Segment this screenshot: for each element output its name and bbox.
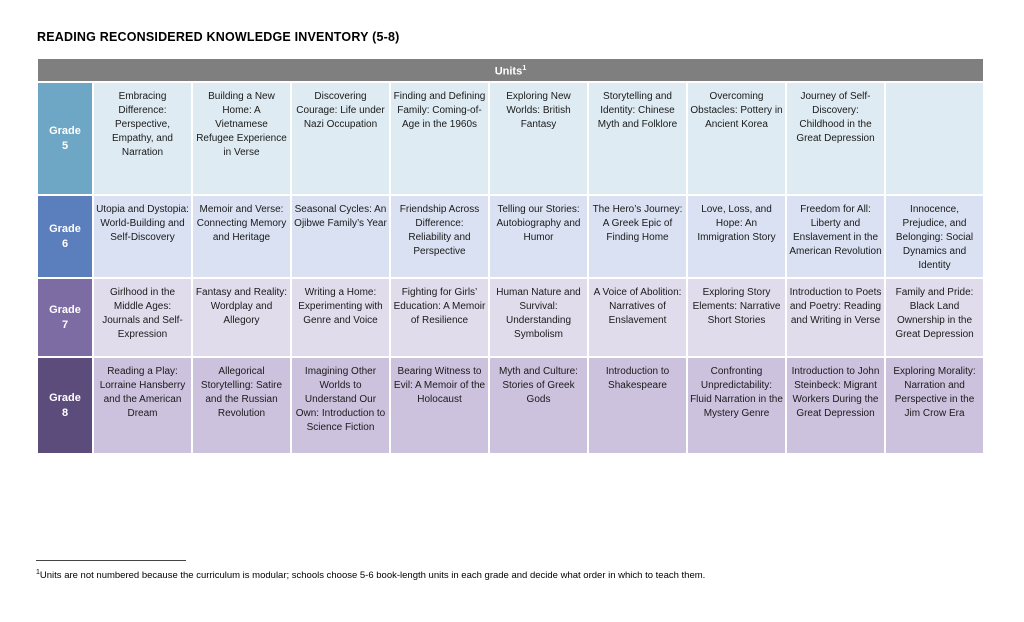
unit-cell: Freedom for All: Liberty and Enslavement in the American Revolution	[787, 196, 884, 277]
grade-label: Grade 7	[38, 279, 92, 356]
unit-cell: Telling our Stories: Autobiography and Humor	[490, 196, 587, 277]
unit-cell: Memoir and Verse: Connecting Memory and Heritage	[193, 196, 290, 277]
unit-cell: Overcoming Obstacles: Pottery in Ancient Korea	[688, 83, 785, 194]
unit-cell: Exploring Story Elements: Narrative Short Stories	[688, 279, 785, 356]
grade-row-grade-5	[38, 83, 983, 194]
unit-cell: Innocence, Prejudice, and Belonging: Social Dynamics and Identity	[886, 196, 983, 277]
unit-cell: Journey of Self-Discovery: Childhood in the Great Depression	[787, 83, 884, 194]
units-header-row	[38, 59, 983, 81]
unit-cell: Introduction to Poets and Poetry: Reading and Writing in Verse	[787, 279, 884, 356]
unit-cell: Embracing Difference: Perspective, Empathy, and Narration	[94, 83, 191, 194]
unit-cell: Fantasy and Reality: Wordplay and Allegory	[193, 279, 290, 356]
unit-cell: Fighting for Girls’ Education: A Memoir of Resilience	[391, 279, 488, 356]
footnote-body: Units are not numbered because the curriculum is modular; schools choose 5-6 book-length units in each grade and decide what order in which to teach them.	[39, 570, 706, 582]
units-table-body	[38, 83, 983, 453]
unit-cell: Friendship Across Difference: Reliability and Perspective	[391, 196, 488, 277]
grade-label: Grade 6	[38, 196, 92, 277]
footnote-marker: 1	[36, 569, 40, 576]
unit-cell: Love, Loss, and Hope: An Immigration Story	[688, 196, 785, 277]
unit-cell: Writing a Home: Experimenting with Genre and Voice	[292, 279, 389, 356]
page-title: READING RECONSIDERED KNOWLEDGE INVENTORY (5-8)	[37, 30, 400, 44]
unit-cell: Exploring New Worlds: British Fantasy	[490, 83, 587, 194]
unit-cell: Discovering Courage: Life under Nazi Occupation	[292, 83, 389, 194]
unit-cell: Utopia and Dystopia: World-Building and Self-Discovery	[94, 196, 191, 277]
unit-cell: Family and Pride: Black Land Ownership in the Great Depression	[886, 279, 983, 356]
grade-row-grade-7	[38, 279, 983, 356]
unit-cell: Reading a Play: Lorraine Hansberry and the American Dream	[94, 358, 191, 453]
unit-cell: A Voice of Abolition: Narratives of Enslavement	[589, 279, 686, 356]
footnote-text	[36, 567, 986, 582]
units-header-footnote-marker: 1	[522, 62, 527, 72]
unit-cell-empty	[886, 83, 983, 194]
footnote-block	[36, 560, 986, 582]
unit-cell: Storytelling and Identity: Chinese Myth and Folklore	[589, 83, 686, 194]
grade-row-grade-8	[38, 358, 983, 453]
units-header-label: Units	[494, 65, 523, 78]
unit-cell: Introduction to Shakespeare	[589, 358, 686, 453]
unit-cell: Allegorical Storytelling: Satire and the Russian Revolution	[193, 358, 290, 453]
grade-label: Grade 5	[38, 83, 92, 194]
unit-cell: Building a New Home: A Vietnamese Refugee Experience in Verse	[193, 83, 290, 194]
unit-cell: Imagining Other Worlds to Understand Our Own: Introduction to Science Fiction	[292, 358, 389, 453]
units-header-cell	[38, 59, 983, 81]
unit-cell: Confronting Unpredictability: Fluid Narration in the Mystery Genre	[688, 358, 785, 453]
unit-cell: Introduction to John Steinbeck: Migrant Workers During the Great Depression	[787, 358, 884, 453]
unit-cell: Human Nature and Survival: Understanding Symbolism	[490, 279, 587, 356]
unit-cell: Finding and Defining Family: Coming-of-Age in the 1960s	[391, 83, 488, 194]
unit-cell: Seasonal Cycles: An Ojibwe Family’s Year	[292, 196, 389, 277]
grade-row-grade-6	[38, 196, 983, 277]
grade-label: Grade 8	[38, 358, 92, 453]
knowledge-inventory-table	[36, 57, 985, 455]
unit-cell: The Hero’s Journey: A Greek Epic of Finding Home	[589, 196, 686, 277]
unit-cell: Bearing Witness to Evil: A Memoir of the Holocaust	[391, 358, 488, 453]
footnote-separator-rule	[36, 560, 186, 561]
unit-cell: Exploring Morality: Narration and Perspective in the Jim Crow Era	[886, 358, 983, 453]
unit-cell: Myth and Culture: Stories of Greek Gods	[490, 358, 587, 453]
unit-cell: Girlhood in the Middle Ages: Journals and Self-Expression	[94, 279, 191, 356]
